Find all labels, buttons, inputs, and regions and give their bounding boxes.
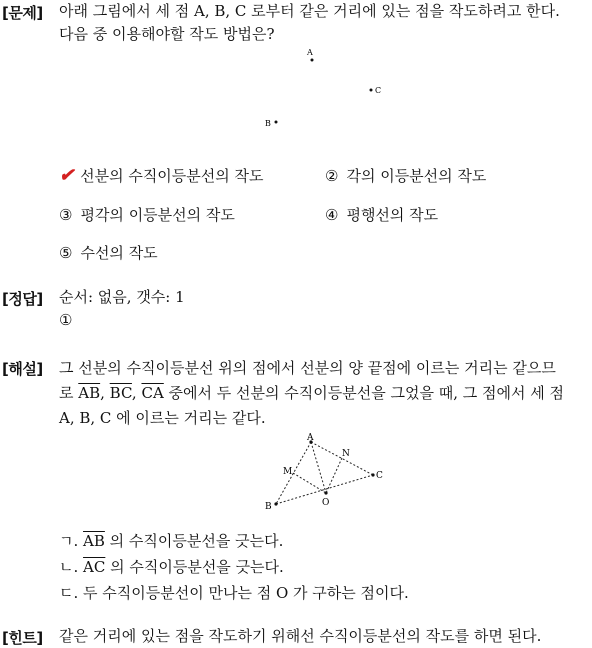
option-2-marker: ② bbox=[325, 167, 339, 185]
option-4[interactable] bbox=[325, 204, 438, 225]
option-3-marker: ③ bbox=[59, 206, 73, 224]
tri-label-o: O bbox=[322, 498, 330, 508]
problem-line-1: 아래 그림에서 세 점 A, B, C 로부터 같은 거리에 있는 점을 작도하려고 한다. bbox=[59, 2, 560, 20]
points-figure bbox=[255, 44, 395, 134]
point-b bbox=[275, 121, 278, 124]
point-c-label: C bbox=[375, 86, 382, 95]
option-5-marker: ⑤ bbox=[59, 244, 73, 262]
point-c bbox=[370, 89, 373, 92]
step-2-segment: $\overline{AC}$ bbox=[83, 558, 106, 576]
tri-point-c bbox=[371, 473, 374, 476]
option-2-text: 각의 이등분선의 작도 bbox=[346, 167, 487, 185]
hint-text: 같은 거리에 있는 점을 작도하기 위해선 수직이등분선의 작도를 하면 된다. bbox=[59, 627, 542, 645]
segment-oa bbox=[311, 442, 326, 493]
segment-bc: $\overline{BC}$ bbox=[109, 384, 132, 402]
tri-point-b bbox=[274, 502, 277, 505]
triangle-figure bbox=[262, 432, 392, 512]
tri-label-m: M bbox=[283, 467, 293, 477]
answer-value: ① bbox=[59, 311, 73, 329]
step-2: ㄴ. $\overline{AC}$ 의 수직이등분선을 긋는다. bbox=[59, 558, 284, 576]
tri-label-n: N bbox=[342, 449, 350, 459]
tri-label-a: A bbox=[307, 433, 314, 443]
option-4-marker: ④ bbox=[325, 206, 339, 224]
explanation-line-1: 그 선분의 수직이등분선 위의 점에서 선분의 양 끝점에 이르는 거리는 같으므 bbox=[59, 359, 556, 377]
option-2[interactable] bbox=[325, 165, 486, 186]
tri-label-b: B bbox=[265, 502, 272, 512]
hint-tag: [힌트] bbox=[2, 629, 43, 647]
bisector-ab bbox=[293, 473, 326, 493]
step-1-segment: $\overline{AB}$ bbox=[83, 532, 105, 550]
point-b-label: B bbox=[265, 119, 271, 128]
problem-text bbox=[59, 0, 588, 46]
step-1: ㄱ. $\overline{AB}$ 의 수직이등분선을 긋는다. bbox=[59, 532, 284, 550]
option-1[interactable] bbox=[59, 165, 264, 186]
explanation-line-3: A, B, C 에 이르는 거리는 같다. bbox=[59, 409, 266, 427]
answer-info: 순서: 없음, 갯수: 1 bbox=[59, 288, 185, 306]
answer-tag: [정답] bbox=[2, 290, 43, 308]
check-icon: ✔ bbox=[59, 165, 75, 186]
bisector-ac bbox=[326, 458, 342, 493]
explanation-text bbox=[59, 356, 588, 431]
tri-label-c: C bbox=[376, 471, 383, 481]
answer-text bbox=[59, 286, 588, 332]
option-1-text: 선분의 수직이등분선의 작도 bbox=[80, 167, 264, 185]
option-3[interactable] bbox=[59, 204, 235, 225]
problem-tag: [문제] bbox=[2, 4, 43, 22]
segment-ca: $\overline{CA}$ bbox=[141, 384, 164, 402]
problem-line-2: 다음 중 이용해야할 작도 방법은? bbox=[59, 25, 275, 43]
explanation-line-2: 로 $\overline{AB}$, $\overline{BC}$, $\overline{CA}$ 중에서 두 선분의 수직이등분선을 그었을 때, 그 점에서 세 점 bbox=[59, 384, 564, 402]
option-4-text: 평행선의 작도 bbox=[346, 206, 439, 224]
explanation-tag: [해설] bbox=[2, 360, 43, 378]
option-3-text: 평각의 이등분선의 작도 bbox=[80, 206, 235, 224]
point-a bbox=[311, 59, 314, 62]
step-3: ㄷ. 두 수직이등분선이 만나는 점 O 가 구하는 점이다. bbox=[59, 584, 409, 602]
option-5-text: 수선의 작도 bbox=[80, 244, 158, 262]
segment-ab: $\overline{AB}$ bbox=[78, 384, 101, 402]
option-5[interactable] bbox=[59, 242, 158, 263]
tri-point-o bbox=[324, 491, 327, 494]
point-a-label: A bbox=[307, 48, 313, 57]
